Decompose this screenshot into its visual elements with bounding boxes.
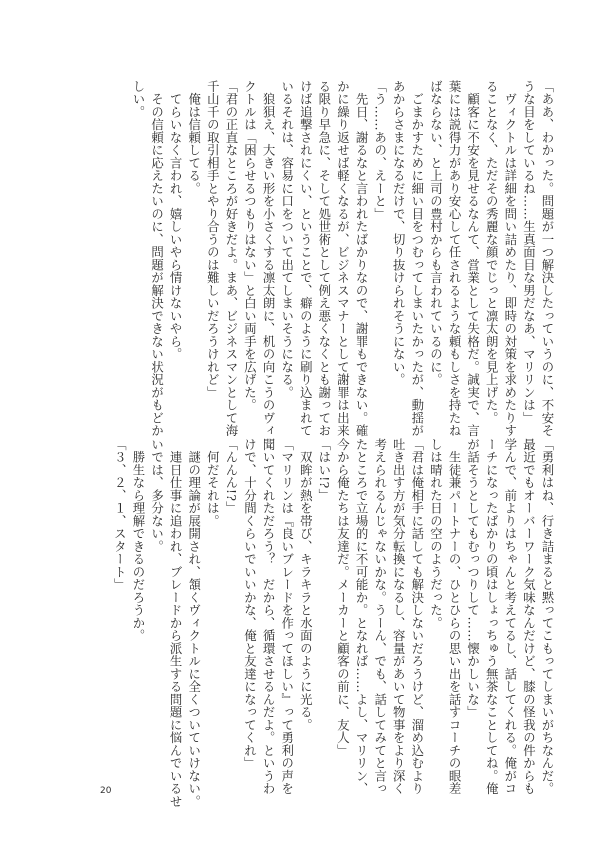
text-line: 俺は信頼してる。: [186, 80, 202, 195]
text-line: が話そうとしてもむっつりして……懐かしいな」: [465, 438, 481, 719]
text-line: 聞いてくれただろう？ だから、循環させるんだよ。というわ: [261, 438, 277, 795]
text-line: 「マリリンは『良いブレードを作ってほしい』って勇利の声を: [279, 438, 295, 795]
text-line: 「ああ、わかった。問題が一つ解決したっていうのに、不安そ: [540, 80, 555, 437]
text-line: 先日、謝るなと言われたばかりなので、謝罪もできない。確: [354, 80, 370, 437]
text-line: いるそれは、容易に口をついて出てしまいそうになる。: [279, 80, 295, 399]
text-line: かに繰り返せば軽くなるが、ビジネスマナーとして謝罪は出来: [335, 80, 351, 437]
text-line: 顧客に不安を見せるなんて、営業として失格だ。誠実で、言: [465, 80, 481, 437]
text-line: 生徒兼パートナーの、ひとひらの思い出を話すコーチの眼差: [447, 438, 463, 795]
text-line: 千山千の取引相手とやり合うのは難しいだろうけれど」: [205, 80, 221, 399]
text-line: いでは、多分ない。: [149, 438, 165, 553]
text-line: 葉には説得力があり安心して任されるような頼もしさを持たね: [447, 80, 463, 437]
text-line: 考えられるんじゃないかな。うーん、でも、話してみてと言っ: [372, 438, 388, 795]
text-line: てらいなく言われ、嬉しいやら情けないやら。: [168, 80, 184, 361]
text-line: ばならない、と上司の豊村からも言われているのに。: [428, 80, 444, 386]
text-line: ーチになったばかりの頃はしょっちゅう無茶なことしてね。俺: [484, 438, 500, 795]
text-line: 連日仕事に追われ、ブレードから派生する問題に悩んでいるせ: [168, 438, 184, 808]
text-line: 何だそれは。: [205, 438, 221, 528]
text-line: 「はい!?」: [316, 438, 332, 502]
text-line: ヴィクトルは詳細を問い詰めたり、即時の対策を求めたりす: [502, 80, 518, 437]
text-line: クトルは「困らせるつもりはない」と白い両手を広げた。: [242, 80, 258, 412]
text-line: 「んんん!?」: [223, 438, 239, 515]
text-line: 「君は俺相手に話しても解決しないだろうけど、溜め込むより: [409, 438, 425, 795]
text-line: しは晴れた日の空のようだった。: [428, 438, 444, 630]
text-line: 「君の正直なところが好きだよ。まあ、ビジネスマンとして海: [223, 80, 239, 437]
text-line: 勝生なら理解できるのだろうか。: [130, 438, 146, 642]
text-line: 「３、２、１、スタート」: [112, 438, 128, 591]
text-line: 狼狽え、大きい形を小さくする凛太朗に、机の向こうのヴィ: [261, 80, 277, 437]
page-number: 20: [100, 786, 112, 796]
text-line: 謎の理論が展開され、頷くヴィクトルに全くついていけない。: [186, 438, 202, 808]
text-line: その信頼に応えたいのに、問題が解決できない状況がもどか: [149, 80, 165, 437]
text-line: 「う……あの、えーと」: [372, 80, 388, 221]
text-line: 吐き出す方が気分転換になるし、容量があいて物事をより深く: [391, 438, 407, 795]
text-line: けで、十分間くらいでいいかな、俺と友達になってくれ」: [242, 438, 258, 770]
text-line: 今から俺たちは友達だ。メーカーと顧客の前に、友人」: [335, 438, 351, 757]
text-line: ることなく、ただその秀麗な顔でじっと凛太朗を見上げた。: [484, 80, 500, 425]
text-line: あからさまになるだけで、切り抜けられそうにない。: [391, 80, 407, 386]
text-line: る限り早急に、そして処世術として例え悪くなくとも謝ってお: [316, 80, 332, 437]
text-line: しい。: [130, 80, 146, 119]
text-line: たところで立場的に不可能か。となれば……よし、マリリン、: [354, 438, 370, 795]
text-line: ごまかすために細い目をつむってしまいたかったが、動揺が: [409, 80, 425, 437]
upper-text-block: [96, 80, 556, 437]
text-line: 最近でもオーバーワーク気味なんだけど、膝の怪我の件からも: [521, 438, 537, 795]
text-line: けば追撃されにくい、ということで、癖のように刷り込まれて: [298, 80, 314, 437]
text-line: うな目をしているね……生真面目な男だなあ、マリリンは」: [521, 80, 537, 425]
text-line: 双眸が熱を帯び、キラキラと水面のように光る。: [298, 438, 314, 732]
text-line: 「勇利はね、行き詰まると黙ってこもってしまいがちなんだ。: [540, 438, 555, 795]
text-line: 学んで、前よりはちゃんと考えてるし、話してくれる。俺がコ: [502, 438, 518, 795]
